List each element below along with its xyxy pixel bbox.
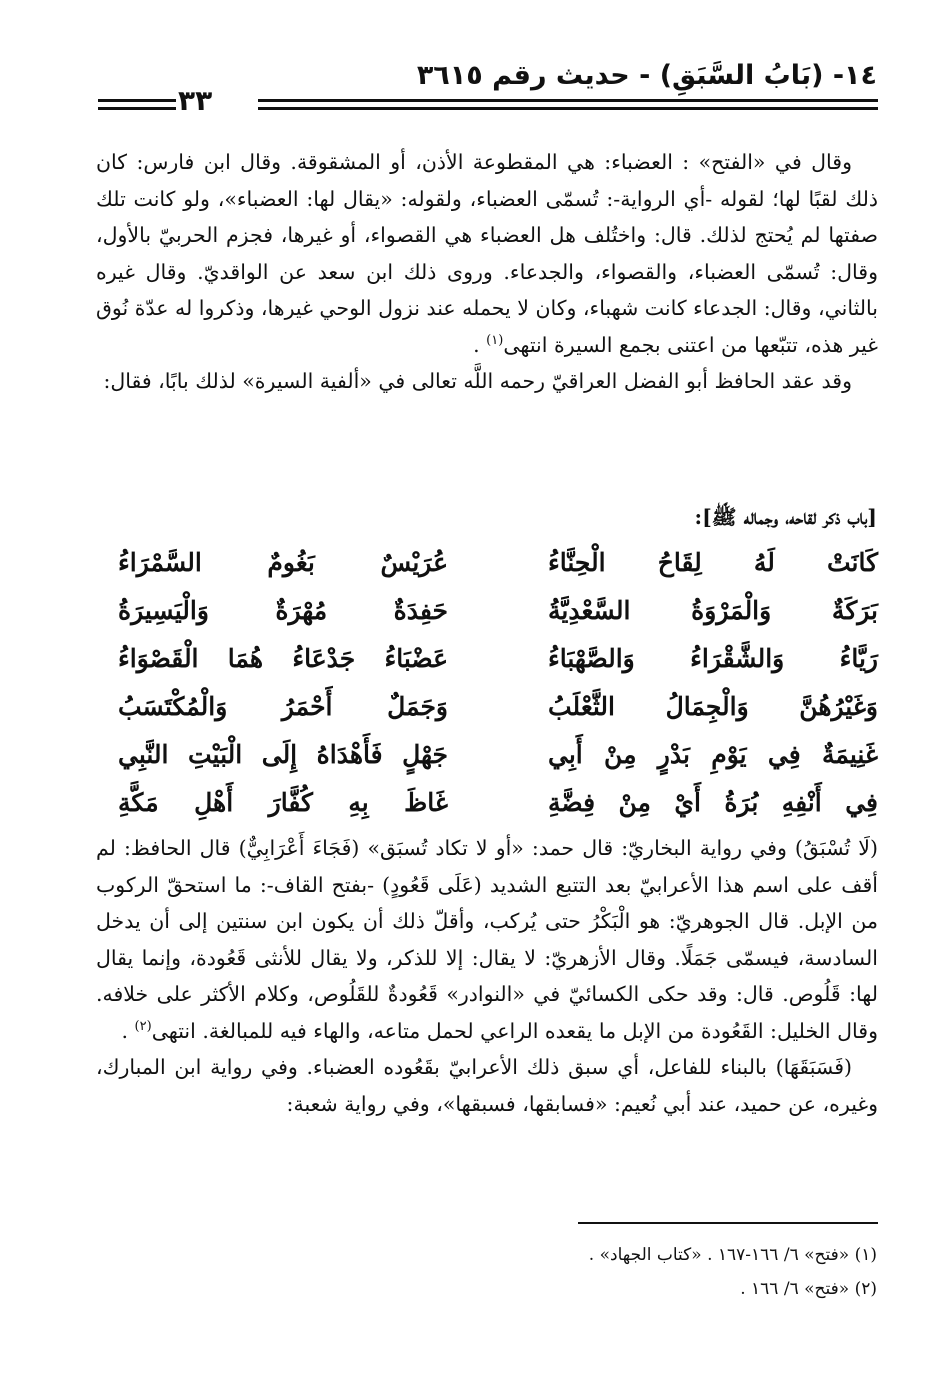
poem-hemistich-left: عَضْبَاءُ جَدْعَاءُ هُمَا الْقَصْوَاءُ (118, 644, 448, 673)
poem-hemistich-left: غَاظَ بِهِ كُفَّارَ أَهْلِ مَكَّةِ (118, 788, 448, 817)
end-dot: . (121, 1018, 129, 1043)
footnote: (١) «فتح» ٦/ ١٦٦-١٦٧ . «كتاب الجهاد» . (588, 1245, 877, 1265)
poem-hemistich-left: وَجَمَلٌ أَحْمَرُ وَالْمُكْتَسَبُ (118, 692, 448, 721)
poem-hemistich-right: بَرَكَةٌ وَالْمَرْوَةُ السَّعْدِيَّةُ (548, 596, 878, 625)
running-header: ١٤- (بَابُ السَّبَقِ) - حديث رقم ٣٦١٥ (416, 60, 877, 91)
footnotes (97, 1238, 877, 1306)
header-rule (98, 99, 176, 102)
poem-hemistich-left: عُرَيْسٌ بَغُومٌ السَّمْرَاءُ (118, 548, 448, 577)
poem-line (118, 684, 878, 730)
page-number: ٣٣ (178, 84, 213, 117)
poem-line (118, 588, 878, 634)
header-rule (98, 107, 176, 110)
poem-line (118, 732, 878, 778)
poem-line (118, 780, 878, 826)
poem-hemistich-right: وَغَيْرُهُنَّ وَالْجِمَالُ الثَّعْلَبُ (548, 692, 878, 721)
paragraph (96, 830, 878, 1049)
paragraph: (فَسَبَقَهَا) بالبناء للفاعل، أي سبق ذلك الأعرابيّ بقَعُوده العضباء. وفي رواية ابن المبارك، وغيره، عن حميد، عند أبي نُعيم: «فسابقها، فسبقها»، وفي رواية شعبة: (96, 1055, 878, 1116)
paragraph: وقد عقد الحافظ أبو الفضل العراقيّ رحمه اللَّه تعالى في «ألفية السيرة» لذلك بابًا، فقال: (103, 369, 852, 393)
poem-hemistich-right: رَيَّاءُ وَالشَّقْرَاءُ وَالصَّهْبَاءُ (548, 644, 878, 673)
header-rule (258, 99, 878, 102)
main-text (96, 144, 878, 400)
footnote: (٢) «فتح» ٦/ ١٦٦ . (740, 1279, 877, 1299)
poem-hemistich-right: كَانَتْ لَهُ لِقَاحُ الْحِنَّاءُ (548, 548, 878, 577)
poem-hemistich-left: جَهْلٍ فَأَهْدَاهُ إِلَى الْبَيْتِ النَّبِي (118, 740, 448, 769)
poem-hemistich-right: غَنِيمَةٌ فِي يَوْمِ بَدْرٍ مِنْ أَبِي (548, 740, 878, 769)
paragraph-text: وقال في «الفتح» : العضباء: هي المقطوعة الأذن، أو المشقوقة. وقال ابن فارس: كان ذلك لقبًا لها؛ لقوله -أي الرواية-: تُسمّى العضباء، ولقوله: «يقال لها: العضباء»، ولو كانت تلك صفتها لم يُحتج لذلك. قال: واختُلف هل العضباء هي القصواء، أو غيرها، فجزم الحربيّ بالأول، وقال: تُسمّى العضباء، والقصواء، والجدعاء. وروى ذلك ابن سعد عن الواقديّ. وقال غيره بالثاني، وقال: الجدعاء كانت شهباء، وكان لا يحمله عند نزول الوحي غيرها، وذكروا له عدّة نُوق غير هذه، تتبّعها من اعتنى بجمع السيرة انتهى (96, 150, 878, 357)
header-rule (258, 107, 878, 110)
footnote-marker: (٢) (134, 1018, 152, 1034)
paragraph-text: (لَا تُسْبَقُ) وفي رواية البخاريّ: قال حمد: «أو لا تكاد تُسبَق» (فَجَاءَ أَعْرَابِيٌّ) قال الحافظ: لم أقف على اسم هذا الأعرابيّ بعد التتبع الشديد (عَلَى قَعُودٍ) -بفتح القاف-: ما استحقّ الركوب من الإبل. قال الجوهريّ: هو الْبَكْرُ حتى يُركب، وأقلّ ذلك أن يكون ابن سنتين إلى أن يدخل السادسة، فيسمّى جَمَلًا. وقال الأزهريّ: لا يقال: إلا للذكر، ولا يقال للأنثى قَعُودة، وإنما يقال لها: قَلُوص. قال: وقد حكى الكسائيّ في «النوادر» قَعُودةٌ للقَلُوص، وكلام الأكثر على خلافه. وقال الخليل: القَعُودة من الإبل ما يقعده الراعي لحمل متاعه، والهاء فيه للمبالغة. انتهى (96, 836, 878, 1043)
footnote-marker: (١) (486, 332, 504, 348)
poem-heading: [باب ذكر لقاحه، وجماله ﷺ]: (694, 505, 877, 529)
poem-line (118, 540, 878, 586)
poem-hemistich-left: حَفِدَةٌ مُهْرَةٌ وَالْيَسِيرَةُ (118, 596, 448, 625)
footnote-separator (578, 1222, 878, 1224)
end-dot: . (473, 332, 480, 357)
poem-hemistich-right: فِي أَنْفِهِ بُرَةُ أَيْ مِنْ فِضَّةِ (548, 788, 878, 817)
poem-line (118, 636, 878, 682)
paragraph (96, 144, 878, 363)
main-text-continued (96, 830, 878, 1122)
